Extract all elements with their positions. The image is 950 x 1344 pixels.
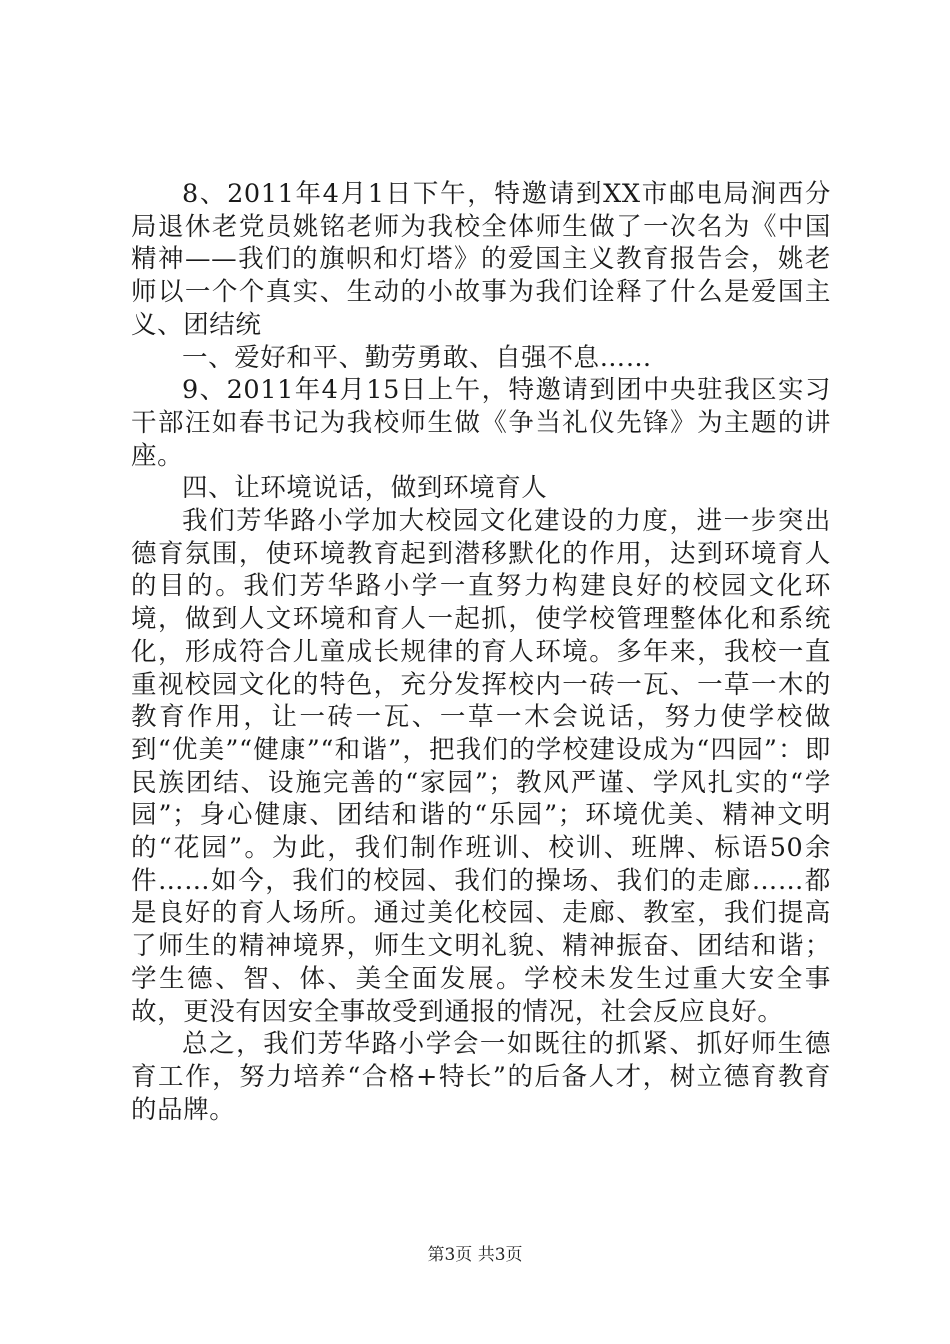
paragraph-campus-culture: 我们芳华路小学加大校园文化建设的力度，进一步突出德育氛围，使环境教育起到潜移默化的作用，达到环境育人的目的。我们芳华路小学一直努力构建良好的校园文化环境，做到人文环境和育人一起抓，使学校管理整体化和系统化，形成符合儿童成长规律的育人环境。多年来，我校一直重视校园文化的特色，充分发挥校内一砖一瓦、一草一木的教育作用，让一砖一瓦、一草一木会说话，努力使学校做到“优美”“健康”“和谐”，把我们的学校建设成为“四园”：即民族团结、设施完善的“家园”；教风严谨、学风扎实的“学园”；身心健康、团结和谐的“乐园”；环境优美、精神文明的“花园”。为此，我们制作班训、校训、班牌、标语50余件……如今，我们的校园、我们的操场、我们的走廊……都是良好的育人场所。通过美化校园、走廊、教室，我们提高了师生的精神境界，师生文明礼貌、精神振奋、团结和谐；学生德、智、体、美全面发展。学校未发生过重大安全事故，更没有因安全事故受到通报的情况，社会反应良好。	[131, 506, 831, 1027]
paragraph-item-9: 9、2011年4月15日上午，特邀请到团中央驻我区实习干部汪如春书记为我校师生做《争当礼仪先锋》为主题的讲座。	[131, 375, 831, 471]
paragraph-conclusion: 总之，我们芳华路小学会一如既往的抓紧、抓好师生德育工作，努力培养“合格+特长”的后备人才，树立德育教育的品牌。	[131, 1029, 831, 1125]
document-body	[131, 178, 831, 1126]
paragraph-peace-diligence: 一、爱好和平、勤劳勇敢、自强不息……	[182, 342, 652, 373]
section-heading-environment: 四、让环境说话，做到环境育人	[182, 473, 548, 504]
page-number-footer: 第3页 共3页	[427, 1245, 523, 1265]
paragraph-item-8: 8、2011年4月1日下午，特邀请到XX市邮电局涧西分局退休老党员姚铭老师为我校全体师生做了一次名为《中国精神——我们的旗帜和灯塔》的爱国主义教育报告会，姚老师以一个个真实、生动的小故事为我们诠释了什么是爱国主义、团结统	[131, 179, 831, 340]
